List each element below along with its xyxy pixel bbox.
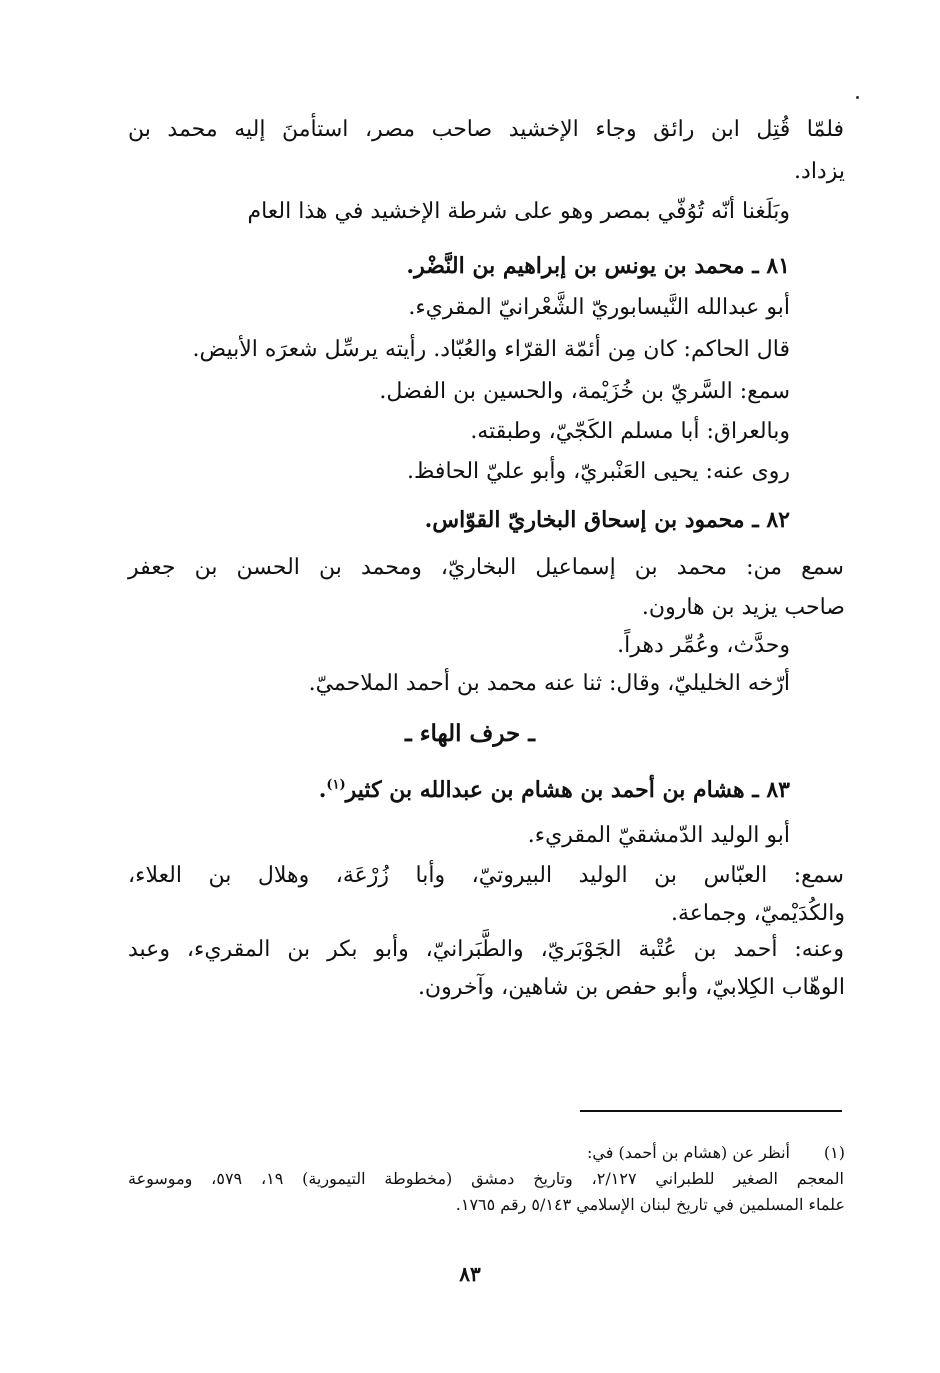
entry-83-title <box>319 770 790 810</box>
text-line: وبَلَغنا أنّه تُوُفّي بمصر وهو على شرطة الإخشيد في هذا العام <box>247 199 790 224</box>
text-line: أبو الوليد الدّمشقيّ المقريء. <box>527 823 790 848</box>
page-number: ٨٣ <box>459 1262 481 1286</box>
text-line: قال الحاكم: كان مِن أئمّة القرّاء والعُبّاد. رأيته يرسِّل شعرَه الأبيض. <box>192 337 790 362</box>
text-line: روى عنه: يحيى العَنْبريّ، وأبو عليّ الحافظ. <box>407 459 790 484</box>
speck-mark <box>856 96 859 99</box>
text-line: والكُدَيْميّ، وجماعة. <box>671 901 845 926</box>
entry-83-title-end: . <box>318 777 327 803</box>
text-line: سمع: العبّاس بن الوليد البيروتيّ، وأبا زُرْعَة، وهلال بن العلاء، <box>128 863 844 888</box>
text-line: فلمّا قُتِل ابن رائق وجاء الإخشيد صاحب مصر، استأمنَ إليه محمد بن <box>128 117 844 142</box>
footnote-marker: (١) <box>326 777 346 793</box>
text-line: أبو عبدالله النَّيسابوريّ الشَّعْرانيّ المقريء. <box>408 295 790 320</box>
text-line: سمع: السَّريّ بن خُزَيْمة، والحسين بن الفضل. <box>379 379 790 404</box>
footnote-line: علماء المسلمين في تاريخ لبنان الإسلامي ٥/١٤٣ رقم ١٧٦٥. <box>455 1195 845 1214</box>
text-line: وبالعراق: أبا مسلم الكَجّيّ، وطبقته. <box>470 419 790 444</box>
text-line: صاحب يزيد بن هارون. <box>641 595 845 620</box>
entry-81-title: ٨١ ـ محمد بن يونس بن إبراهيم بن النَّضْر. <box>406 253 790 279</box>
entry-82-title: ٨٢ ـ محمود بن إسحاق البخاريّ القوّاس. <box>424 507 790 533</box>
text-line: أرّخه الخليليّ، وقال: ثنا عنه محمد بن أحمد الملاحميّ. <box>308 671 790 696</box>
section-heading: ـ حرف الهاء ـ <box>404 720 536 747</box>
text-line: وعنه: أحمد بن عُتْبة الجَوْبَريّ، والطَّبَرانيّ، وأبو بكر بن المقريء، وعبد <box>128 937 844 962</box>
entry-83-title-text: ٨٣ ـ هشام بن أحمد بن هشام بن عبدالله بن كثير <box>345 777 790 803</box>
footnote-number: (١) <box>823 1143 845 1162</box>
text-line: وحدَّث، وعُمِّر دهراً. <box>617 633 790 658</box>
footnote-separator <box>580 1110 842 1112</box>
text-line: سمع من: محمد بن إسماعيل البخاريّ، ومحمد بن الحسن بن جعفر <box>128 555 844 580</box>
text-line: يزداد. <box>794 159 845 184</box>
text-line: الوهّاب الكِلابيّ، وأبو حفص بن شاهين، وآخرون. <box>417 975 845 1000</box>
footnote-line: المعجم الصغير للطبراني ٢/١٢٧، وتاريخ دمشق (مخطوطة التيمورية) ١٩، ٥٧٩، وموسوعة <box>128 1169 845 1188</box>
footnote-line: أنظر عن (هشام بن أحمد) في: <box>587 1143 790 1162</box>
